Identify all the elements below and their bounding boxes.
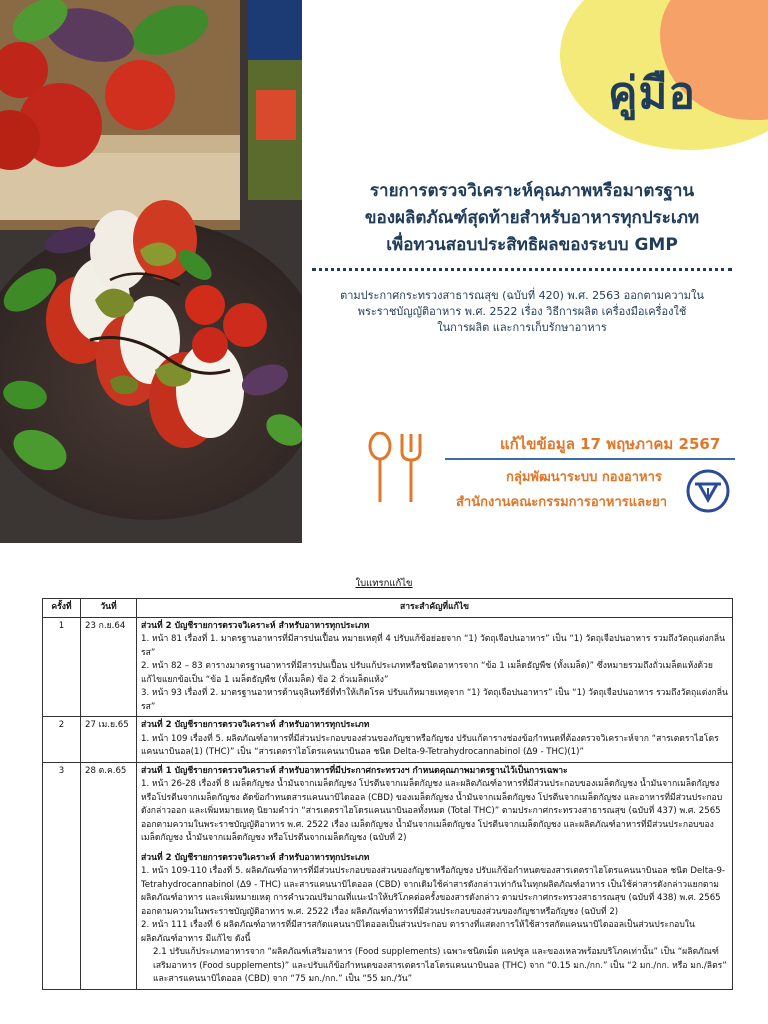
- fda-logo-icon: [685, 468, 731, 514]
- list-item: 1. หน้า 81 เรื่องที่ 1. มาตรฐานอาหารที่มีสารปนเปื้อน หมายเหตุที่ 4 ปรับแก้ข้อย่อยจาก “1) วัตถุเจือปนอาหาร” เป็น “1) วัตถุเจือปนอาหาร รวมถึงวัตถุแต่งกลิ่นรส”: [141, 634, 725, 658]
- revision-underline: [445, 458, 735, 460]
- caprese-salad-image: [0, 0, 302, 543]
- heading-line: ของผลิตภัณฑ์สุดท้ายสำหรับอาหารทุกประเภท: [364, 208, 700, 228]
- list-item: 2. หน้า 111 เรื่องที่ 6 ผลิตภัณฑ์อาหารที่มีสารสกัดแคนนาบิไดออลเป็นส่วนประกอบ ตารางที่แสดงการให้ใช้สารสกัดแคนนาบิไดออลเป็นส่วนประกอบในผลิตภัณฑ์อาหาร มีแก้ไข ดังนี้: [141, 920, 695, 944]
- department-name: กลุ่มพัฒนาระบบ กองอาหาร: [506, 470, 662, 485]
- agency-name: สำนักงานคณะกรรมการอาหารและยา: [456, 495, 668, 510]
- table-header-row: [43, 599, 733, 618]
- table-row: [43, 762, 733, 989]
- list-item: 1. หน้า 26-28 เรื่องที่ 8 เมล็ดกัญชง น้ำมันจากเมล็ดกัญชง โปรตีนจากเมล็ดกัญชง และผลิตภัณฑ์อาหารที่มีส่วนประกอบของเมล็ดกัญชง น้ำมันจากเมล็ดกัญชง หรือโปรตีนจากเมล็ดกัญชง ตัดข้อกำหนดสารแคนนาบิไดออล (CBD) ของเมล็ดกัญชง น้ำมันจากเมล็ดกัญชง โปรตีนจากเมล็ดกัญชง และอาหารที่มีส่วนประกอบดังกล่าวออก และเพิ่มหมายเหตุ นิยามคำว่า “สารเตตราไฮโดรแคนนาบินอลทั้งหมด (Total THC)” ตามประกาศกระทรวงสาธารณสุข (ฉบับที่ 437) พ.ศ. 2565 ออกตามความในพระราชบัญญัติอาหาร พ.ศ. 2522 เรื่อง เมล็ดกัญชง น้ำมันจากเมล็ดกัญชง โปรตีนจากเมล็ดกัญชง และผลิตภัณฑ์อาหารที่มีส่วนประกอบของเมล็ดกัญชง น้ำมันจากเมล็ดกัญชง หรือโปรตีนจากเมล็ดกัญชง (ฉบับที่ 2): [141, 779, 723, 843]
- sub-list-item: 2.1 ปรับแก้ประเภทอาหารจาก “ผลิตภัณฑ์เสริมอาหาร (Food supplements) เฉพาะชนิดเม็ด แคปซูล และของเหลวพร้อมบริโภคเท่านั้น” เป็น “ผลิตภัณฑ์เสริมอาหาร (Food supplements)” และปรับแก้ข้อกำหนดของสารเตตราไฮโดรแคนนาบินอล (THC) จาก “0.15 มก./กก.” เป็น “2 มก./กก. หรือ มก./ลิตร” และสารแคนนาบิไดออล (CBD) จาก “75 มก./กก.” เป็น “55 มก./วัน”: [153, 947, 727, 984]
- heading-line: รายการตรวจวิเคราะห์คุณภาพหรือมาตรฐาน: [369, 181, 695, 201]
- manual-title: คู่มือ: [608, 68, 696, 119]
- regulation-reference: [322, 288, 722, 336]
- revision-date: แก้ไขข้อมูล 17 พฤษภาคม 2567: [500, 435, 721, 453]
- part-label: ส่วนที่ 2 บัญชีรายการตรวจวิเคราะห์ สำหรับอาหารทุกประเภท: [141, 720, 370, 730]
- header-date: วันที่: [81, 599, 137, 618]
- row-no: 1: [43, 617, 81, 717]
- errata-table: [42, 598, 733, 990]
- errata-title: ใบแทรกแก้ไข: [355, 578, 413, 589]
- heading-line: เพื่อทวนสอบประสิทธิผลของระบบ GMP: [386, 235, 678, 255]
- row-date: 23 ก.ย.64: [81, 617, 137, 717]
- sub-line: พระราชบัญญัติอาหาร พ.ศ. 2522 เรื่อง วิธีการผลิต เครื่องมือเครื่องใช้: [357, 305, 687, 318]
- header-summary: สาระสำคัญที่แก้ไข: [137, 599, 733, 618]
- row-summary: [137, 717, 733, 763]
- table-row: [43, 617, 733, 717]
- list-item: 3. หน้า 93 เรื่องที่ 2. มาตรฐานอาหารด้านจุลินทรีย์ที่ทำให้เกิดโรค ปรับแก้หมายเหตุจาก “1) วัตถุเจือปนอาหาร” เป็น “1) วัตถุเจือปนอาหาร รวมถึงวัตถุแต่งกลิ่นรส”: [141, 688, 728, 712]
- part-label: ส่วนที่ 2 บัญชีรายการตรวจวิเคราะห์ สำหรับอาหารทุกประเภท: [141, 852, 370, 863]
- row-date: 28 ต.ค.65: [81, 762, 137, 989]
- list-item: 2. หน้า 82 – 83 ตารางมาตรฐานอาหารที่มีสารปนเปื้อน ปรับแก้ประเภทหรือชนิดอาหารจาก “ข้อ 1 เมล็ดธัญพืช (ทั้งเมล็ด)” ซึ่งหมายรวมถึงถั่วเมล็ดแห้งด้วย แก้ไขแยกข้อเป็น “ข้อ 1 เมล็ดธัญพืช (ทั้งเมล็ด) ข้อ 2 ถั่วเมล็ดแห้ง”: [141, 661, 713, 685]
- list-item: 1. หน้า 109 เรื่องที่ 5. ผลิตภัณฑ์อาหารที่มีส่วนประกอบของส่วนของกัญชาหรือกัญชง ปรับแก้ตารางช่องข้อกำหนดที่ต้องตรวจวิเคราะห์จาก “สารเตตราไฮโดรแคนนาบินอล(1) (THC)” เป็น “สารเตตราไฮโดรแคนนาบินอล ชนิด Delta-9-Tetrahydrocannabinol (Δ9 - THC)(1)”: [141, 733, 719, 757]
- header-no: ครั้งที่: [43, 599, 81, 618]
- document-heading: [322, 178, 742, 259]
- caprese-salad-photo: [0, 0, 302, 543]
- row-no: 2: [43, 717, 81, 763]
- row-no: 3: [43, 762, 81, 989]
- part-label: ส่วนที่ 1 บัญชีรายการตรวจวิเคราะห์ สำหรับอาหารที่มีประกาศกระทรวงฯ กำหนดคุณภาพมาตรฐานไว้เป็นการเฉพาะ: [141, 765, 568, 776]
- row-date: 27 เม.ย.65: [81, 717, 137, 763]
- spoon-fork-icon: [366, 432, 428, 504]
- list-item: 1. หน้า 109-110 เรื่องที่ 5. ผลิตภัณฑ์อาหารที่มีส่วนประกอบของส่วนของกัญชาหรือกัญชง ปรับแก้ข้อกำหนดของสารเตตราไฮโดรแคนนาบินอล ชนิด Delta-9-Tetrahydrocannabinol (Δ9 - THC) และสารแคนนาบิไดออล (CBD) จากเดิมใช้ค่าสารดังกล่าวเท่ากันในทุกผลิตภัณฑ์อาหาร เป็นใช้ค่าสารดังกล่าวแยกตามผลิตภัณฑ์อาหาร และเพิ่มหมายเหตุ การคำนวณปริมาณที่แนะนำให้บริโภคต่อครั้งของสารดังกล่าว ตามประกาศกระทรวงสาธารณสุข (ฉบับที่ 438) พ.ศ. 2565 ออกตามความในพระราชบัญญัติอาหาร พ.ศ. 2522 เรื่อง ผลิตภัณฑ์อาหารที่มีส่วนประกอบของส่วนของกัญชาหรือกัญชง (ฉบับที่ 2): [141, 866, 726, 917]
- sub-line: ในการผลิต และการเก็บรักษาอาหาร: [437, 321, 607, 334]
- part-label: ส่วนที่ 2 บัญชีรายการตรวจวิเคราะห์ สำหรับอาหารทุกประเภท: [141, 620, 370, 631]
- table-row: [43, 717, 733, 763]
- dotted-divider: [312, 268, 732, 271]
- row-summary: [137, 762, 733, 989]
- row-summary: [137, 617, 733, 717]
- sub-line: ตามประกาศกระทรวงสาธารณสุข (ฉบับที่ 420) พ.ศ. 2563 ออกตามความใน: [340, 289, 704, 302]
